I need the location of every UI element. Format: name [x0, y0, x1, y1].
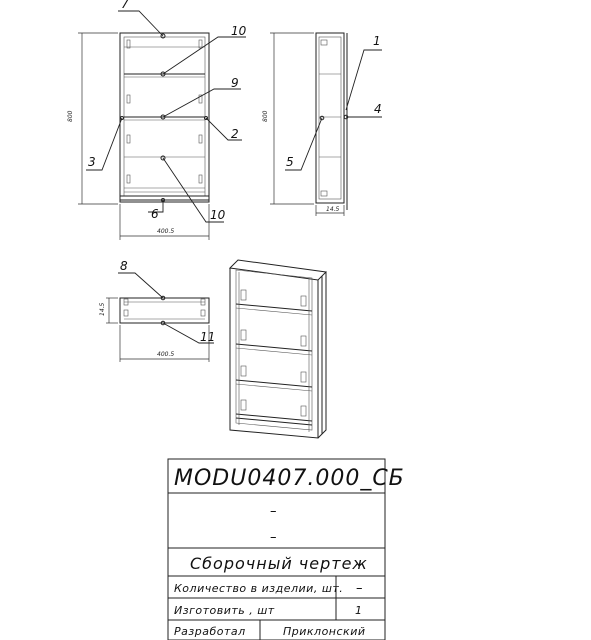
front-dimensions	[67, 33, 209, 240]
tb-material-line: –	[270, 530, 277, 545]
tb-qty-value: –	[356, 581, 363, 596]
isometric-view	[230, 260, 326, 438]
callout-9: 9	[231, 76, 239, 90]
callout-10-top: 10	[231, 24, 247, 38]
callout-4: 4	[374, 102, 382, 116]
top-view	[120, 296, 209, 325]
tb-designation: MODU0407.000_СБ	[174, 466, 405, 491]
callout-8: 8	[120, 259, 128, 273]
side-depth-dim: 14.5	[326, 206, 340, 213]
callout-1: 1	[373, 34, 381, 48]
callout-5: 5	[286, 155, 294, 169]
top-dimensions	[99, 298, 209, 362]
front-width-dim: 400.5	[157, 228, 175, 235]
callout-3: 3	[88, 155, 96, 169]
tb-developer-label: Разработал	[174, 625, 246, 638]
front-view	[120, 33, 209, 202]
callout-10-bottom: 10	[210, 208, 226, 222]
front-height-dim: 800	[67, 110, 74, 122]
tb-developer-name: Приклонский	[283, 625, 366, 638]
side-leaders	[285, 34, 382, 170]
side-dimensions	[262, 33, 344, 216]
top-depth-dim: 14.5	[99, 302, 106, 316]
top-leaders	[118, 259, 215, 344]
side-height-dim: 800	[262, 110, 269, 122]
tb-name-line: –	[270, 504, 277, 519]
tb-make-value: 1	[355, 604, 363, 617]
tb-make-label: Изготовить , шт	[174, 604, 275, 617]
tb-doc-type: Сборочный чертеж	[190, 554, 368, 573]
callout-2: 2	[231, 127, 239, 141]
top-width-dim: 400.5	[157, 351, 175, 358]
callout-7: 7	[121, 0, 129, 11]
callout-6: 6	[151, 207, 159, 221]
tb-qty-label: Количество в изделии, шт.	[174, 582, 344, 595]
callout-11: 11	[200, 330, 216, 344]
title-block	[168, 459, 405, 640]
